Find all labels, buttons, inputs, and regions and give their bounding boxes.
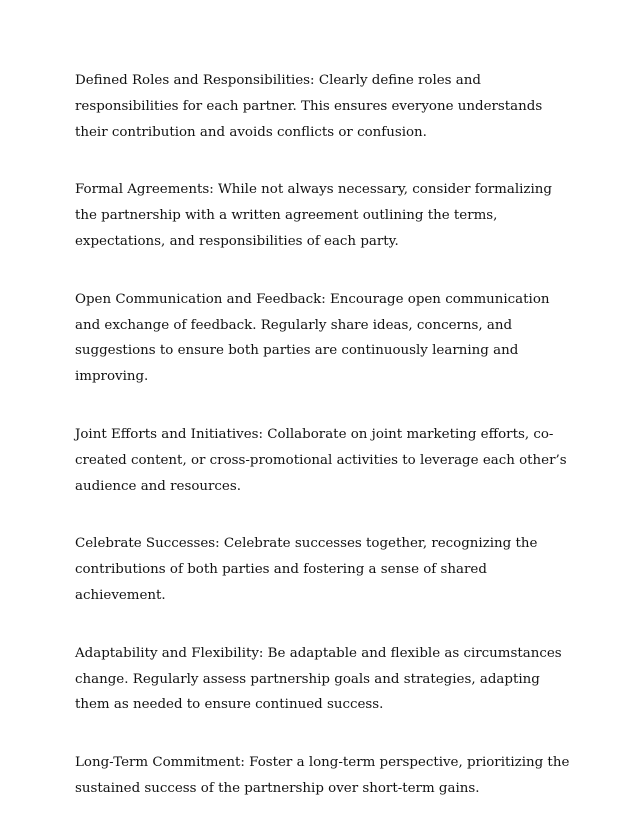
paragraph-celebrate-successes: Celebrate Successes: Celebrate successes together, recognizing the contributions of both parties and fostering a sense of shared achievement. [75,536,538,603]
paragraph-adaptability: Adaptability and Flexibility: Be adaptable and flexible as circumstances change. Regularly assess partnership goals and strategies, adapting them as needed to ensure continued success. [75,645,562,713]
paragraph-long-term-commitment: Long-Term Commitment: Foster a long-term perspective, prioritizing the sustained success of the partnership over short-term gains. [75,755,570,796]
paragraph-open-communication: Open Communication and Feedback: Encourage open communication and exchange of feedback. Regularly share ideas, concerns, and suggestions to ensure both parties are continuously learning and improving. [75,291,550,385]
paragraph-defined-roles: Defined Roles and Responsibilities: Clearly define roles and responsibilities for each partner. This ensures everyone understands their contribution and avoids conflicts or confusion. [75,73,543,140]
paragraph-formal-agreements: Formal Agreements: While not always necessary, consider formalizing the partnership with a written agreement outlining the terms, expectations, and responsibilities of each party. [75,182,552,249]
paragraph-joint-efforts: Joint Efforts and Initiatives: Collaborate on joint marketing efforts, co-created content, or cross-promotional activities to leverage each other’s audience and resources. [75,426,567,494]
document-body [75,68,575,802]
